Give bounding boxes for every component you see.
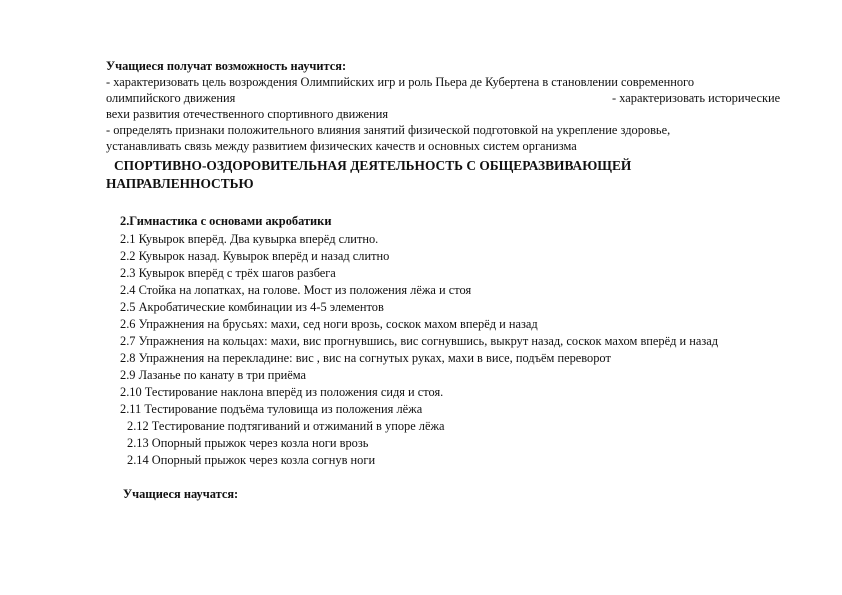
list-item: 2.7 Упражнения на кольцах: махи, вис прогнувшись, вис согнувшись, выкрут назад, соскок махом вперёд и назад [120,334,719,348]
section-heading-line-1: СПОРТИВНО-ОЗДОРОВИТЕЛЬНАЯ ДЕЯТЕЛЬНОСТЬ С ОБЩЕРАЗВИВАЮЩЕЙ [114,158,632,173]
list-item: 2.2 Кувырок назад. Кувырок вперёд и назад слитно [120,249,390,263]
gymnastics-title: 2.Гимнастика с основами акробатики [120,214,332,228]
intro-line-2-right: - характеризовать исторические [612,91,781,105]
list-item: 2.13 Опорный прыжок через козла ноги врозь [127,436,369,450]
intro-title: Учащиеся получат возможность научится: [106,59,347,73]
section-heading-line-2: НАПРАВЛЕННОСТЬЮ [106,176,254,191]
list-item: 2.3 Кувырок вперёд с трёх шагов разбега [120,266,336,280]
intro-line-2-left: олимпийского движения [106,91,236,105]
list-item: 2.4 Стойка на лопатках, на голове. Мост из положения лёжа и стоя [120,283,472,297]
outcome-title: Учащиеся научатся: [123,487,239,501]
list-item: 2.14 Опорный прыжок через козла согнув ноги [127,453,376,467]
list-item: 2.6 Упражнения на брусьях: махи, сед ноги врозь, соскок махом вперёд и назад [120,317,538,331]
intro-line-5: устанавливать связь между развитием физических качеств и основных систем организма [106,139,577,153]
intro-line-1: - характеризовать цель возрождения Олимпийских игр и роль Пьера де Кубертена в становлении современного [106,75,695,89]
list-item: 2.9 Лазанье по канату в три приёма [120,368,307,382]
list-item: 2.8 Упражнения на перекладине: вис , вис на согнутых руках, махи в висе, подъём переворот [120,351,611,365]
list-item: 2.12 Тестирование подтягиваний и отжиманий в упоре лёжа [127,419,445,433]
list-item: 2.10 Тестирование наклона вперёд из положения сидя и стоя. [120,385,444,399]
intro-line-3: вехи развития отечественного спортивного движения [106,107,389,121]
list-item: 2.5 Акробатические комбинации из 4-5 элементов [120,300,384,314]
list-item: 2.1 Кувырок вперёд. Два кувырка вперёд слитно. [120,232,379,246]
intro-line-4: - определять признаки положительного влияния занятий физической подготовкой на укрепление здоровье, [106,123,671,137]
list-item: 2.11 Тестирование подъёма туловища из положения лёжа [120,402,423,416]
